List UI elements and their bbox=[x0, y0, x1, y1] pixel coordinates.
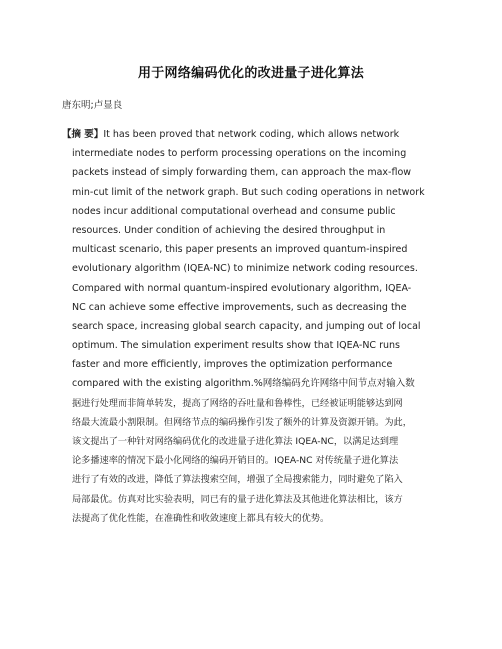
paper-authors: 唐东明;卢显良 bbox=[62, 100, 123, 111]
abstract-line: NC can achieve some effective improvements, such as decreasing the bbox=[72, 301, 407, 313]
abstract-label: 【摘 要】 bbox=[62, 129, 104, 140]
abstract-line: compared with the existing algorithm.%网络编码允许网络中间节点对输入数 bbox=[72, 378, 415, 390]
abstract-line bbox=[62, 125, 442, 144]
paper-title: 用于网络编码优化的改进量子进化算法 bbox=[137, 66, 365, 81]
abstract-line: search space, increasing global search capacity, and jumping out of local bbox=[72, 320, 421, 332]
abstract-line: 进行了有效的改进，降低了算法搜索空间，增强了全局搜索能力，同时避免了陷入 bbox=[72, 474, 403, 486]
abstract-line: 局部最优。仿真对比实验表明，同已有的量子进化算法及其他进化算法相比，该方 bbox=[72, 493, 403, 505]
abstract-line: optimum. The simulation experiment results show that IQEA-NC runs bbox=[72, 340, 400, 352]
abstract-line: 据进行处理而非简单转发，提高了网络的吞吐量和鲁棒性，已经被证明能够达到网 bbox=[72, 397, 403, 409]
abstract-line: 络最大流最小割限制。但网络节点的编码操作引发了额外的计算及资源开销。为此， bbox=[72, 416, 412, 428]
abstract-line: packets instead of simply forwarding them, can approach the max-flow bbox=[72, 167, 412, 179]
abstract-line: 该文提出了一种针对网络编码优化的改进量子进化算法 IQEA-NC，以满足达到理 bbox=[72, 436, 399, 447]
abstract-block bbox=[62, 125, 442, 528]
abstract-line: 法提高了优化性能，在准确性和收敛速度上都具有较大的优势。 bbox=[72, 512, 330, 524]
abstract-line: intermediate nodes to perform processing operations on the incoming bbox=[72, 148, 407, 160]
abstract-line: Compared with normal quantum-inspired evolutionary algorithm, IQEA- bbox=[72, 282, 412, 294]
abstract-line: multicast scenario, this paper presents an improved quantum-inspired bbox=[72, 244, 408, 256]
abstract-line: nodes incur additional computational overhead and consume public bbox=[72, 205, 396, 217]
abstract-text: It has been proved that network coding, which allows network bbox=[103, 129, 400, 140]
abstract-line: resources. Under condition of achieving the desired throughput in bbox=[72, 224, 386, 236]
abstract-line: faster and more efficiently, improves the optimization performance bbox=[72, 359, 393, 371]
abstract-line: min-cut limit of the network graph. But such coding operations in network bbox=[72, 186, 425, 198]
abstract-line: evolutionary algorithm (IQEA-NC) to minimize network coding resources. bbox=[72, 263, 418, 275]
abstract-line: 论多播速率的情况下最小化网络的编码开销目的。IQEA-NC 对传统量子进化算法 bbox=[72, 455, 399, 467]
